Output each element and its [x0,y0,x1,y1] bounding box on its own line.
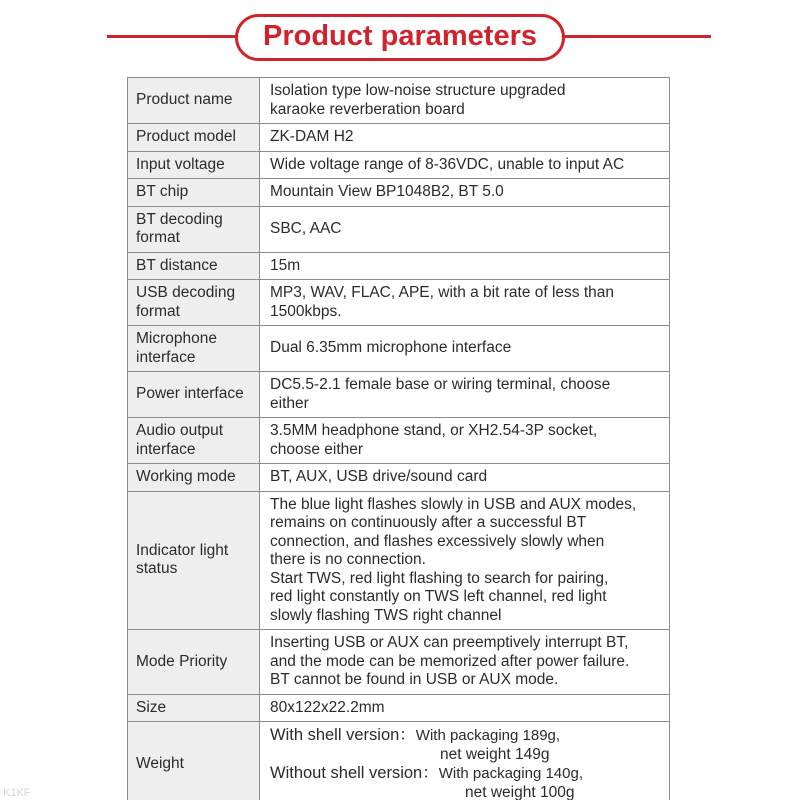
parameters-table-body [128,78,670,800]
param-label: Product model [128,124,260,152]
param-label: Working mode [128,464,260,492]
table-row [128,252,670,280]
param-label: Microphone interface [128,326,260,372]
param-value: 80x122x22.2mm [260,694,670,722]
table-row [128,630,670,695]
param-value: Wide voltage range of 8-36VDC, unable to input AC [260,151,670,179]
table-row [128,326,670,372]
param-value: Isolation type low-noise structure upgraded karaoke reverberation board [260,78,670,124]
param-value: Dual 6.35mm microphone interface [260,326,670,372]
param-label: Mode Priority [128,630,260,695]
param-label: USB decoding format [128,280,260,326]
param-value: Mountain View BP1048B2, BT 5.0 [260,179,670,207]
param-label: Audio output interface [128,418,260,464]
banner [0,0,800,60]
param-label: BT chip [128,179,260,207]
param-label: Product name [128,78,260,124]
table-row [128,124,670,152]
parameters-table [127,77,670,800]
param-value: SBC, AAC [260,206,670,252]
table-row [128,179,670,207]
table-row [128,151,670,179]
param-value: The blue light flashes slowly in USB and AUX modes, remains on continuously after a successful BT connection, and flashes excessively slowly when there is no connection. Start TWS, red light flashing to search for pairing, red light constantly on TWS left channel, red light slowly flashing TWS right channel [260,491,670,630]
param-value: ZK-DAM H2 [260,124,670,152]
param-label: BT distance [128,252,260,280]
table-row [128,694,670,722]
param-label: Indicator light status [128,491,260,630]
param-label: Size [128,694,260,722]
page-title: Product parameters [263,20,537,52]
param-value: BT, AUX, USB drive/sound card [260,464,670,492]
param-value: 3.5MM headphone stand, or XH2.54-3P socket, choose either [260,418,670,464]
param-value: Inserting USB or AUX can preemptively interrupt BT, and the mode can be memorized after power failure. BT cannot be found in USB or AUX mode. [260,630,670,695]
param-value: With shell version：With packaging 189g, net weight 149g Without shell version：With packaging 140g, net weight 100g [260,722,670,800]
table-row [128,722,670,800]
table-row [128,418,670,464]
param-value: DC5.5-2.1 female base or wiring terminal, choose either [260,372,670,418]
table-row [128,372,670,418]
param-value: 15m [260,252,670,280]
banner-title-pill [235,14,565,61]
param-label: BT decoding format [128,206,260,252]
param-label: Power interface [128,372,260,418]
table-row [128,280,670,326]
table-row [128,464,670,492]
table-row [128,206,670,252]
watermark: K1KF [3,787,31,799]
param-label: Weight [128,722,260,800]
param-value: MP3, WAV, FLAC, APE, with a bit rate of less than 1500kbps. [260,280,670,326]
table-row [128,78,670,124]
param-label: Input voltage [128,151,260,179]
table-row [128,491,670,630]
